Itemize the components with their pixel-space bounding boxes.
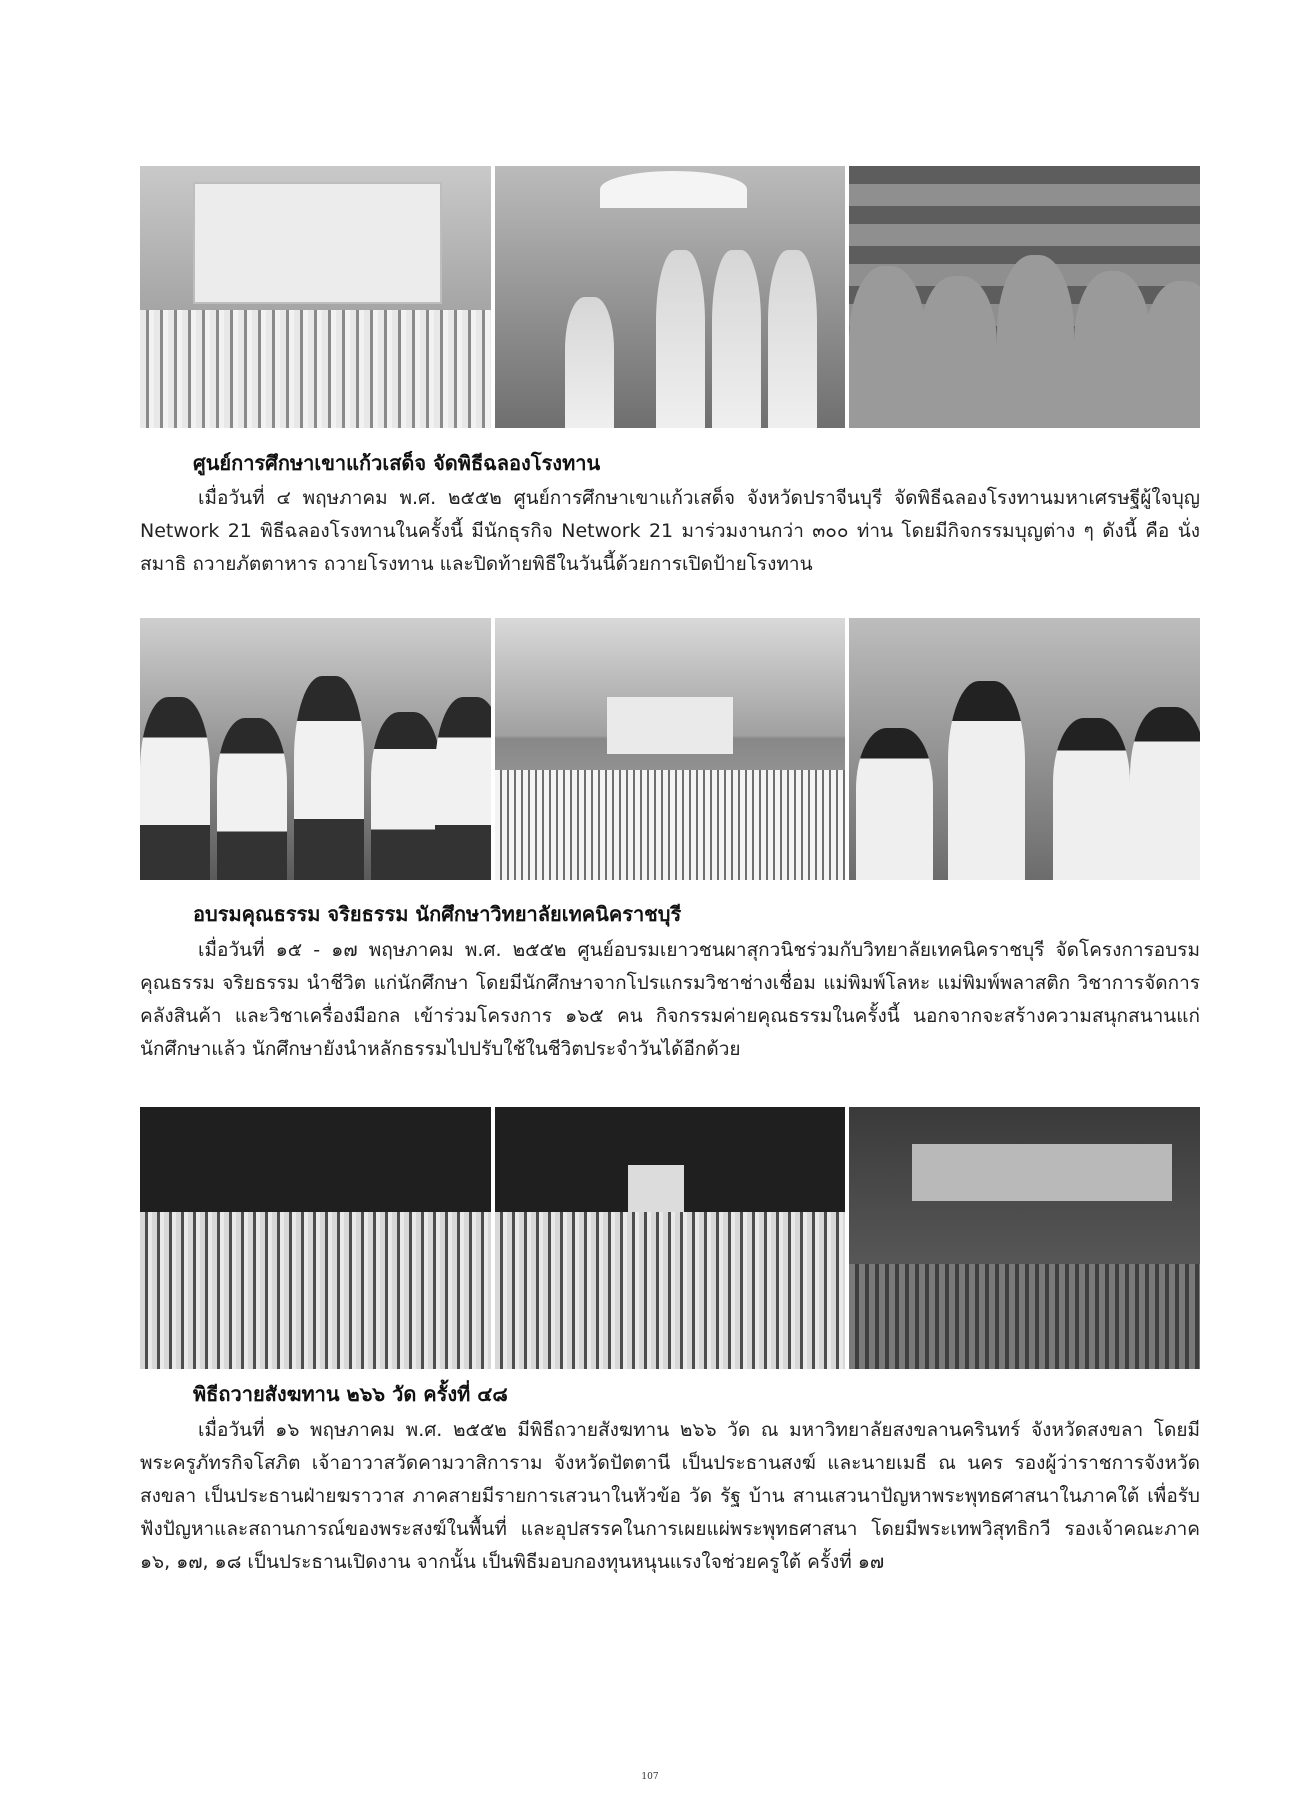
photo-row-3 xyxy=(140,1107,1200,1369)
section-3-title: พิธีถวายสังฆทาน ๒๖๖ วัด ครั้งที่ ๔๘ xyxy=(193,1382,508,1406)
photo-large-hall-audience xyxy=(495,1107,846,1369)
section-2-title: อบรมคุณธรรม จริยธรรม นักศึกษาวิทยาลัยเทคนิคราชบุรี xyxy=(193,902,682,926)
photo-row-2 xyxy=(140,618,1200,880)
page-number: 107 xyxy=(641,1772,659,1782)
section-3-body: เมื่อวันที่ ๑๖ พฤษภาคม พ.ศ. ๒๕๕๒ มีพิธีถวายสังฆทาน ๒๖๖ วัด ณ มหาวิทยาลัยสงขลานครินทร์ จังหวัดสงขลา โดยมีพระครูภัทรกิจโสภิต เจ้าอาวาสวัดคามวาสิการาม จังหวัดปัตตานี เป็นประธานสงฆ์ และนายเมธี ณ นคร รองผู้ว่าราชการจังหวัดสงขลา เป็นประธานฝ่ายฆราวาส ภาคสายมีรายการเสวนาในหัวข้อ วัด รัฐ บ้าน สานเสวนาปัญหาพระพุทธศาสนาในภาคใต้ เพื่อรับฟังปัญหาและสถานการณ์ของพระสงฆ์ในพื้นที่ และอุปสรรคในการเผยแผ่พระพุทธศาสนา โดยมีพระเทพวิสุทธิกวี รองเจ้าคณะภาค ๑๖, ๑๗, ๑๘ เป็นประธานเปิดงาน จากนั้น เป็นพิธีมอบกองทุนหนุนแรงใจช่วยครูใต้ ครั้งที่ ๑๗ xyxy=(140,1419,1200,1573)
photo-row-1 xyxy=(140,166,1200,428)
section-1-title: ศูนย์การศึกษาเขาแก้วเสด็จ จัดพิธีฉลองโรงทาน xyxy=(193,451,601,475)
photo-students-meditating xyxy=(849,618,1200,880)
photo-monks-seated xyxy=(849,166,1200,428)
photo-students-praying xyxy=(140,618,491,880)
section-1-body: เมื่อวันที่ ๔ พฤษภาคม พ.ศ. ๒๕๕๒ ศูนย์การศึกษาเขาแก้วเสด็จ จังหวัดปราจีนบุรี จัดพิธีฉลองโรงทานมหาเศรษฐีผู้ใจบุญ Network 21 พิธีฉลองโรงทานในครั้งนี้ มีนักธุรกิจ Network 21 มาร่วมงานกว่า ๓๐๐ ท่าน โดยมีกิจกรรมบุญต่าง ๆ ดังนี้ คือ นั่งสมาธิ ถวายภัตตาหาร ถวายโรงทาน และปิดท้ายพิธีในวันนี้ด้วยการเปิดป้ายโรงทาน xyxy=(140,487,1200,575)
photo-ceremony-offering xyxy=(495,166,846,428)
photo-crowd-at-building xyxy=(140,166,491,428)
section-2-body: เมื่อวันที่ ๑๕ - ๑๗ พฤษภาคม พ.ศ. ๒๕๕๒ ศูนย์อบรมเยาวชนผาสุกวนิชร่วมกับวิทยาลัยเทคนิคราชบุรี จัดโครงการอบรมคุณธรรม จริยธรรม นำชีวิต แก่นักศึกษา โดยมีนักศึกษาจากโปรแกรมวิชาช่างเชื่อม แม่พิมพ์โลหะ แม่พิมพ์พลาสติก วิชาการจัดการคลังสินค้า และวิชาเครื่องมือกล เข้าร่วมโครงการ ๑๖๕ คน กิจกรรมค่ายคุณธรรมในครั้งนี้ นอกจากจะสร้างความสนุกสนานแก่นักศึกษาแล้ว นักศึกษายังนำหลักธรรมไปปรับใช้ในชีวิตประจำวันได้อีกด้วย xyxy=(140,939,1200,1060)
photo-assembly-hall xyxy=(495,618,846,880)
photo-large-hall-monks xyxy=(140,1107,491,1369)
photo-stage-banner xyxy=(849,1107,1200,1369)
